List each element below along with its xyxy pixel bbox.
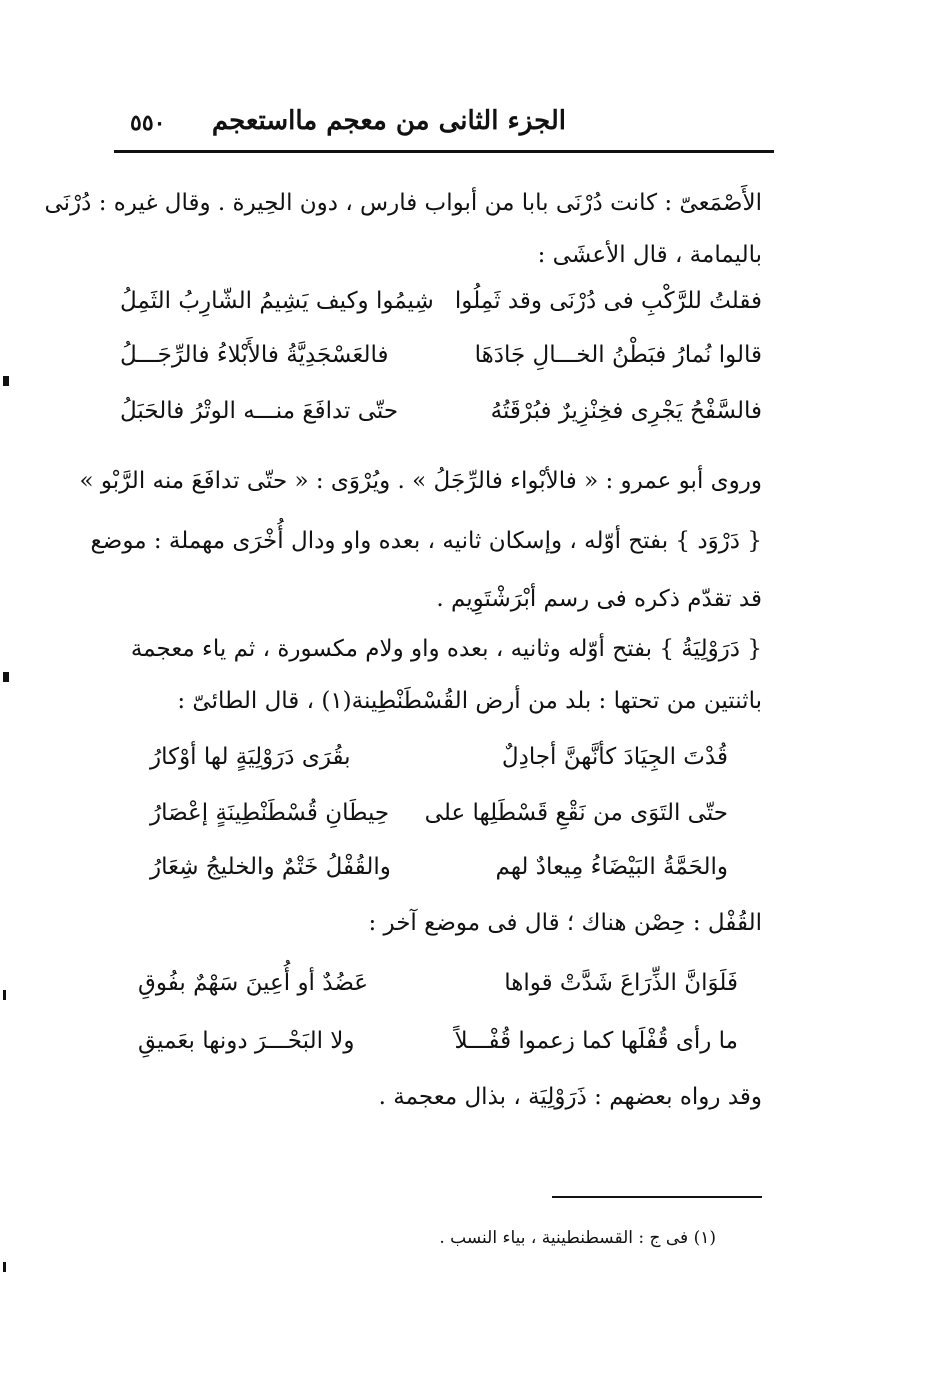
verse-hemistich: قالوا نُمارُ فبَطْنُ الخـــالِ جَادَهَا [474, 342, 762, 368]
verse-hemistich: والقُفْلُ خَتْمٌ والخليجُ شِعَارُ [150, 854, 391, 880]
verse-hemistich: شِيمُوا وكيف يَشِيمُ الشّارِبُ الثَمِلُ [120, 288, 434, 314]
footnote-rule [552, 1196, 762, 1198]
page-number: ٥٥٠ [130, 110, 166, 136]
verse-line [150, 796, 728, 830]
verse-hemistich: فَلَوَانَّ الذِّرَاعَ شَدَّتْ قواها [504, 970, 738, 996]
text-line: القُفْل : حِصْن هناك ؛ قال فى موضع آخر : [368, 910, 762, 936]
text-line: وقد رواه بعضهم : ذَرَوْلِيَة ، بذال معجمة . [378, 1084, 762, 1110]
verse-line [120, 394, 762, 428]
verse-hemistich: قُدْتَ الجِيَادَ كأنَّهنَّ أجادِلٌ [501, 744, 728, 770]
scan-edge-mark [3, 672, 9, 682]
text-line: باليمامة ، قال الأعشَى : [537, 242, 762, 268]
verse-hemistich: ما رأى قُفْلَها كما زعموا قُفْـــلاً [454, 1028, 738, 1054]
page-header [112, 104, 776, 144]
text-line: الأَصْمَعىّ : كانت دُرْنَى بابا من أبواب فارس ، دون الحِيرة . وقال غيره : دُرْنَى [44, 190, 762, 216]
text-line: { دَرَوْلِيَةُ } بفتح أوّله وثانيه ، بعده واو ولام مكسورة ، ثم ياء معجمة [130, 636, 762, 662]
verse-hemistich: فالسَّفْحُ يَجْرِى فخِنْزِيرٌ فبُرْقَتُهُ [490, 398, 762, 424]
text-line: وروى أبو عمرو : « فالأبْواء فالرِّجَلُ » . ويُرْوَى : « حتّى تدافَعَ منه الرَّبْو » [79, 468, 762, 494]
scan-edge-mark [3, 1262, 6, 1272]
header-rule [114, 150, 774, 153]
verse-hemistich: بقُرَى دَرَوْلِيَةٍ لها أوْكارُ [150, 744, 351, 770]
scan-edge-mark [3, 376, 9, 386]
verse-hemistich: فالعَسْجَدِيَّةُ فالأَبْلاءُ فالرِّجَـــلُ [120, 342, 389, 368]
verse-hemistich: ولا البَحْـــرَ دونها بعَميقِ [138, 1028, 355, 1054]
verse-line [150, 740, 728, 774]
scan-edge-mark [3, 990, 6, 1000]
verse-line [138, 966, 738, 1000]
verse-hemistich: عَضُدٌ أو أُعِينَ سَهْمٌ بفُوقِ [138, 970, 368, 996]
running-title: الجزء الثانى من معجم مااستعجم [211, 106, 566, 136]
verse-hemistich: حِيطَانِ قُسْطَنْطِينَةٍ إعْصَارُ [150, 800, 390, 826]
verse-line [120, 338, 762, 372]
verse-hemistich: حتّى تدافَعَ منـــه الوتْرُ فالحَبَلُ [120, 398, 399, 424]
footnote: (١) فى ج : القسطنطينية ، بياء النسب . [439, 1228, 716, 1248]
verse-line [138, 1024, 738, 1058]
text-line: باثنتين من تحتها : بلد من أرض القُسْطَنْطِينة(١) ، قال الطائىّ : [177, 688, 762, 714]
verse-line [150, 850, 728, 884]
verse-line [120, 284, 762, 318]
verse-hemistich: والحَمَّةُ البَيْضَاءُ مِيعادٌ لهم [495, 854, 728, 880]
text-line: قد تقدّم ذكره فى رسم أبْرَشْتَوِيم . [436, 586, 762, 612]
verse-hemistich: فقلتُ للرَّكْبِ فى دُرْنَى وقد ثَمِلُوا [454, 288, 762, 314]
verse-hemistich: حتّى التَوَى من نَقْعِ قَسْطَلِها على [424, 800, 728, 826]
text-line: { دَرْوَد } بفتح أوّله ، وإسكان ثانيه ، بعده واو ودال أُخْرَى مهملة : موضع [90, 528, 762, 554]
